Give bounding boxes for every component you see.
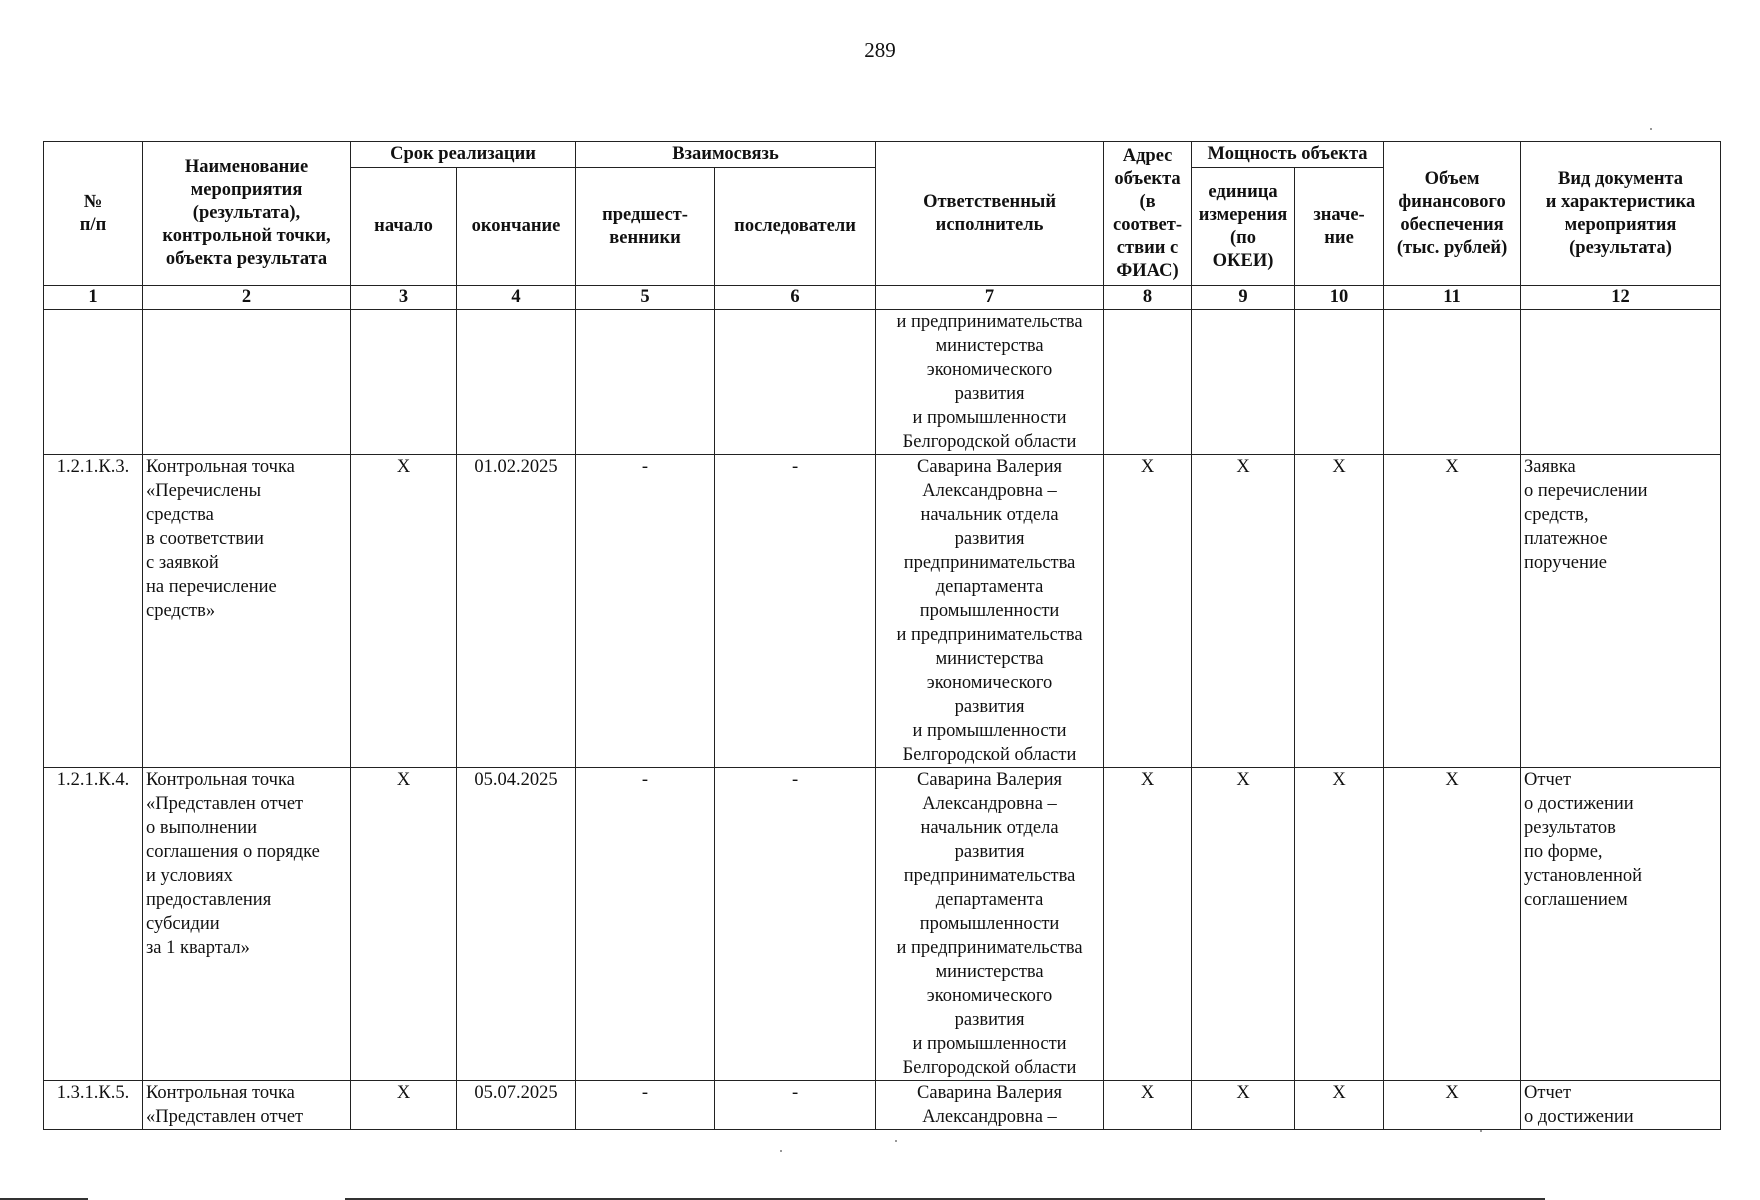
cell-text: - xyxy=(791,1083,799,1103)
cell-start: X xyxy=(351,768,457,1081)
column-number: 6 xyxy=(715,286,876,310)
cell-finance xyxy=(1384,310,1521,455)
cell-end: 05.04.2025 xyxy=(457,768,576,1081)
header-period-group: Срок реализации xyxy=(351,142,576,168)
cell-text: - xyxy=(641,1083,649,1103)
column-number: 1 xyxy=(44,286,143,310)
cell-end: 01.02.2025 xyxy=(457,455,576,768)
cell-unit xyxy=(1192,310,1295,455)
header-capacity-group: Мощность объекта xyxy=(1192,142,1384,168)
cell-number xyxy=(44,310,143,455)
cell-value xyxy=(1295,1081,1384,1130)
cell-text: X xyxy=(1140,1083,1155,1103)
cell-unit xyxy=(1192,1081,1295,1130)
cell-finance: X xyxy=(1384,455,1521,768)
cell-text: X xyxy=(396,1083,411,1103)
cell-unit: X xyxy=(1192,768,1295,1081)
cell-predecessors xyxy=(576,1081,715,1130)
cell-predecessors: - xyxy=(576,768,715,1081)
cell-end xyxy=(457,1081,576,1130)
column-number: 8 xyxy=(1104,286,1192,310)
header-end: окончание xyxy=(457,168,576,286)
column-number: 3 xyxy=(351,286,457,310)
cell-predecessors: - xyxy=(576,455,715,768)
cell-text: Контрольная точка «Представлен отчет xyxy=(146,1083,304,1127)
cell-text: X xyxy=(1445,1083,1459,1103)
cell-number: 1.2.1.К.3. xyxy=(44,455,143,768)
cell-address xyxy=(1104,310,1192,455)
table-row xyxy=(44,455,1721,768)
cell-start xyxy=(351,1081,457,1130)
cell-successors: - xyxy=(715,768,876,1081)
cell-text: 1.3.1.К.5. xyxy=(56,1083,130,1103)
cell-responsible: Саварина Валерия Александровна – начальник отдела развития предпринимательства департамента промышленности и предпринимательства министерства экономического развития и промышленности Белгородской области xyxy=(876,768,1104,1081)
cell-text: X xyxy=(1332,1083,1346,1103)
header-successors: последователи xyxy=(715,168,876,286)
cell-text: 05.07.2025 xyxy=(474,1083,558,1103)
column-number: 11 xyxy=(1384,286,1521,310)
cell-start: X xyxy=(351,455,457,768)
column-number: 10 xyxy=(1295,286,1384,310)
cell-responsible xyxy=(876,1081,1104,1130)
cell-name: Контрольная точка «Перечислены средства в соответствии с заявкой на перечисление средств» xyxy=(143,455,351,768)
cell-responsible: Саварина Валерия Александровна – начальник отдела развития предпринимательства департамента промышленности и предпринимательства министерства экономического развития и промышленности Белгородской области xyxy=(876,455,1104,768)
cell-successors xyxy=(715,1081,876,1130)
scan-speck xyxy=(780,1150,782,1152)
cell-successors: - xyxy=(715,455,876,768)
cell-text: Отчет о достижении xyxy=(1524,1083,1634,1127)
cell-value xyxy=(1295,310,1384,455)
page-number: 289 xyxy=(864,38,896,62)
cell-finance: X xyxy=(1384,768,1521,1081)
cell-value: X xyxy=(1295,455,1384,768)
cell-document: Заявка о перечислении средств, платежное поручение xyxy=(1521,455,1721,768)
header-number: № п/п xyxy=(44,142,143,286)
cell-predecessors xyxy=(576,310,715,455)
cell-number xyxy=(44,1081,143,1130)
column-number: 9 xyxy=(1192,286,1295,310)
header-address: Адрес объекта (в соответ- ствии с ФИАС) xyxy=(1104,142,1192,286)
header-responsible: Ответственный исполнитель xyxy=(876,142,1104,286)
column-number: 2 xyxy=(143,286,351,310)
cell-finance xyxy=(1384,1081,1521,1130)
header-unit: единица измерения (по ОКЕИ) xyxy=(1192,168,1295,286)
column-number: 5 xyxy=(576,286,715,310)
header-link-group: Взаимосвязь xyxy=(576,142,876,168)
scan-speck xyxy=(1650,128,1652,130)
column-number: 4 xyxy=(457,286,576,310)
header-value: значе- ние xyxy=(1295,168,1384,286)
cell-value: X xyxy=(1295,768,1384,1081)
cell-number: 1.2.1.К.4. xyxy=(44,768,143,1081)
column-number: 7 xyxy=(876,286,1104,310)
cell-address: X xyxy=(1104,768,1192,1081)
cell-end xyxy=(457,310,576,455)
table-row xyxy=(44,1081,1721,1130)
cell-text: Саварина Валерия Александровна – xyxy=(917,1083,1063,1127)
cell-name: Контрольная точка «Представлен отчет о выполнении соглашения о порядке и условиях предоставления субсидии за 1 квартал» xyxy=(143,768,351,1081)
cell-successors xyxy=(715,310,876,455)
cell-address: X xyxy=(1104,455,1192,768)
table-row xyxy=(44,768,1721,1081)
implementation-plan-table xyxy=(43,141,1721,1130)
cell-start xyxy=(351,310,457,455)
cell-address xyxy=(1104,1081,1192,1130)
cell-unit: X xyxy=(1192,455,1295,768)
cell-responsible: и предпринимательства министерства экономического развития и промышленности Белгородской области xyxy=(876,310,1104,455)
column-number: 12 xyxy=(1521,286,1721,310)
table-row xyxy=(44,310,1721,455)
cell-name xyxy=(143,1081,351,1130)
scan-speck xyxy=(895,1140,897,1142)
header-predecessors: предшест- венники xyxy=(576,168,715,286)
table-header xyxy=(44,142,1721,310)
header-finance: Объем финансового обеспечения (тыс. рублей) xyxy=(1384,142,1521,286)
cell-text: X xyxy=(1236,1083,1250,1103)
header-document: Вид документа и характеристика мероприятия (результата) xyxy=(1521,142,1721,286)
cell-name xyxy=(143,310,351,455)
cell-document xyxy=(1521,310,1721,455)
header-start: начало xyxy=(351,168,457,286)
scan-speck xyxy=(1480,1130,1482,1132)
cell-document: Отчет о достижении результатов по форме, установленной соглашением xyxy=(1521,768,1721,1081)
cell-document xyxy=(1521,1081,1721,1130)
header-name: Наименование мероприятия (результата), контрольной точки, объекта результата xyxy=(143,142,351,286)
